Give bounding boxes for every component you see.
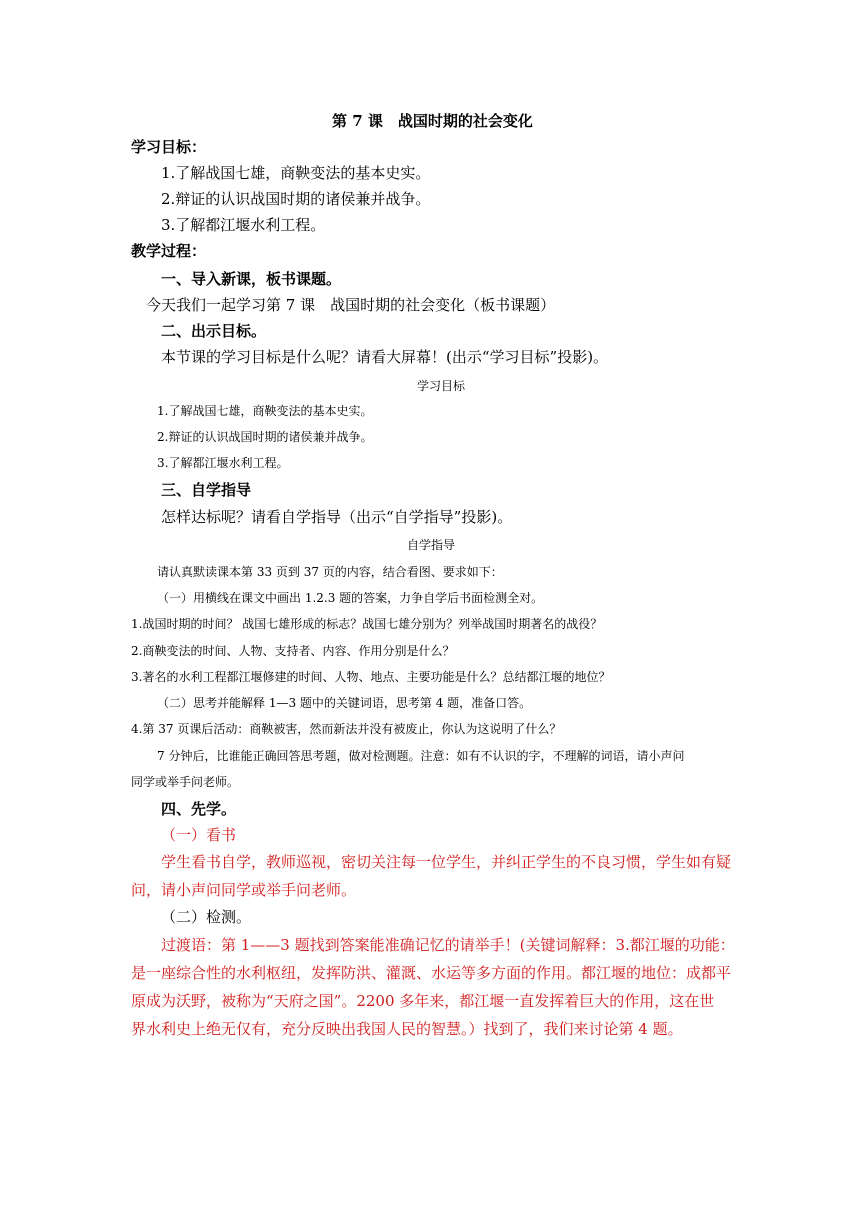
slide-text: 7 分钟后，比谁能正确回答思考题，做对检测题。注意：如有不认识的字，不理解的词语，请小声问 bbox=[157, 749, 685, 763]
section-heading: 三、自学指导 bbox=[161, 481, 252, 499]
slide-question: 3.著名的水利工程都江堰修建的时间、人物、地点、主要功能是什么？总结都江堰的地位？ bbox=[131, 670, 611, 684]
objective-item: 2.辩证的认识战国时期的诸侯兼并战争。 bbox=[161, 190, 431, 208]
objectives-heading: 学习目标： bbox=[131, 138, 207, 156]
slide-item: 3.了解都江堰水利工程。 bbox=[157, 456, 289, 470]
paragraph: 本节课的学习目标是什么呢？请看大屏幕！(出示“学习目标”投影)。 bbox=[161, 348, 609, 366]
slide-question: 4.第 37 页课后活动：商鞅被害，然而新法并没有被废止，你认为这说明了什么？ bbox=[131, 722, 562, 736]
objective-item: 1.了解战国七雄，商鞅变法的基本史实。 bbox=[161, 164, 431, 182]
section-heading: 一、导入新课，板书课题。 bbox=[161, 270, 342, 288]
paragraph: 原成为沃野，被称为“天府之国”。2200 多年来，都江堰一直发挥着巨大的作用，这在世 bbox=[131, 992, 715, 1010]
objective-item: 3.了解都江堰水利工程。 bbox=[161, 216, 326, 234]
slide-text: （一）用横线在课文中画出 1.2.3 题的答案，力争自学后书面检测全对。 bbox=[157, 591, 544, 605]
sub-heading: （一）看书 bbox=[161, 826, 237, 844]
paragraph: 学生看书自学，教师巡视，密切关注每一位学生，并纠正学生的不良习惯，学生如有疑 bbox=[161, 853, 732, 871]
section-heading: 四、先学。 bbox=[161, 800, 237, 818]
slide-title: 学习目标 bbox=[417, 379, 466, 393]
slide-text: 同学或举手问老师。 bbox=[131, 775, 240, 789]
paragraph: 是一座综合性的水利枢纽，发挥防洪、灌溉、水运等多方面的作用。都江堰的地位：成都平 bbox=[131, 964, 732, 982]
slide-item: 2.辩证的认识战国时期的诸侯兼并战争。 bbox=[157, 430, 373, 444]
slide-question: 2.商鞅变法的时间、人物、支持者、内容、作用分别是什么？ bbox=[131, 644, 455, 658]
paragraph: 界水利史上绝无仅有，充分反映出我国人民的智慧。）找到了，我们来讨论第 4 题。 bbox=[131, 1020, 683, 1038]
paragraph: 问，请小声问同学或举手问老师。 bbox=[131, 881, 357, 899]
paragraph: 过渡语：第 1——3 题找到答案能准确记忆的请举手！(关键词解释：3.都江堰的功能： bbox=[161, 936, 735, 954]
paragraph: 怎样达标呢？请看自学指导（出示“自学指导”投影)。 bbox=[161, 508, 513, 526]
slide-item: 1.了解战国七雄，商鞅变法的基本史实。 bbox=[157, 404, 373, 418]
page-title: 第 7 课 战国时期的社会变化 bbox=[332, 112, 533, 130]
section-heading: 二、出示目标。 bbox=[161, 322, 267, 340]
slide-question: 1.战国时期的时间？ 战国七雄形成的标志？战国七雄分别为？列举战国时期著名的战役？ bbox=[131, 617, 603, 631]
slide-text: （二）思考并能解释 1—3 题中的关键词语，思考第 4 题，准备口答。 bbox=[157, 696, 532, 710]
sub-heading: （二）检测。 bbox=[161, 908, 252, 926]
paragraph: 今天我们一起学习第 7 课 战国时期的社会变化（板书课题） bbox=[146, 296, 556, 314]
slide-text: 请认真默读课本第 33 页到 37 页的内容，结合看图、要求如下： bbox=[157, 565, 503, 579]
process-heading: 教学过程： bbox=[131, 242, 207, 260]
slide-title: 自学指导 bbox=[407, 538, 456, 552]
